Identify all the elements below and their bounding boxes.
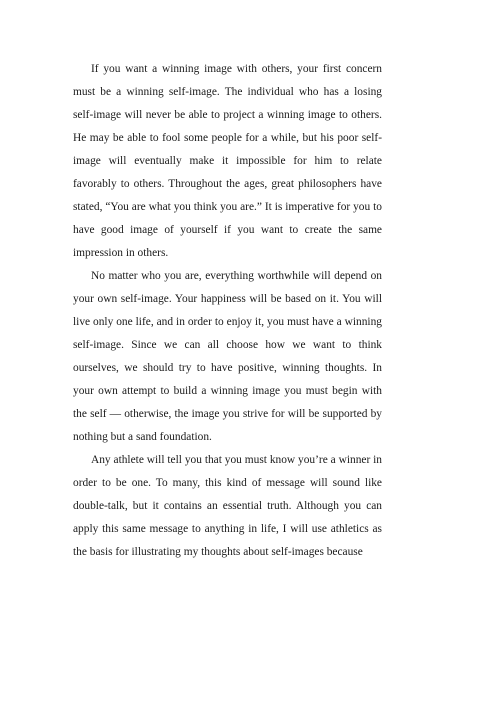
paragraph-1: If you want a winning image with others, your first concern must be a winning self-image. The individual who has a losing self-image will never be able to project a winning image to others. He may be able to fool some people for a while, but his poor self-image will eventually make it impossible for him to relate favorably to others. Throughout the ages, great philosophers have stated, “You are what you think you are.” It is imperative for you to have good image of yourself if you want to create the same impression in others. <box>73 63 382 259</box>
paragraph-3: Any athlete will tell you that you must know you’re a winner in order to be one. To many, this kind of message will sound like double-talk, but it contains an essential truth. Although you can apply this same message to anything in life, I will use athletics as the basis for illustrating my thoughts about self-images because <box>73 454 382 558</box>
body-text <box>73 58 382 564</box>
paragraph-2: No matter who you are, everything worthwhile will depend on your own self-image. Your happiness will be based on it. You will live only one life, and in order to enjoy it, you must have a winning self-image. Since we can all choose how we want to think ourselves, we should try to have positive, winning thoughts. In your own attempt to build a winning image you must begin with the self — otherwise, the image you strive for will be supported by nothing but a sand foundation. <box>73 270 382 443</box>
